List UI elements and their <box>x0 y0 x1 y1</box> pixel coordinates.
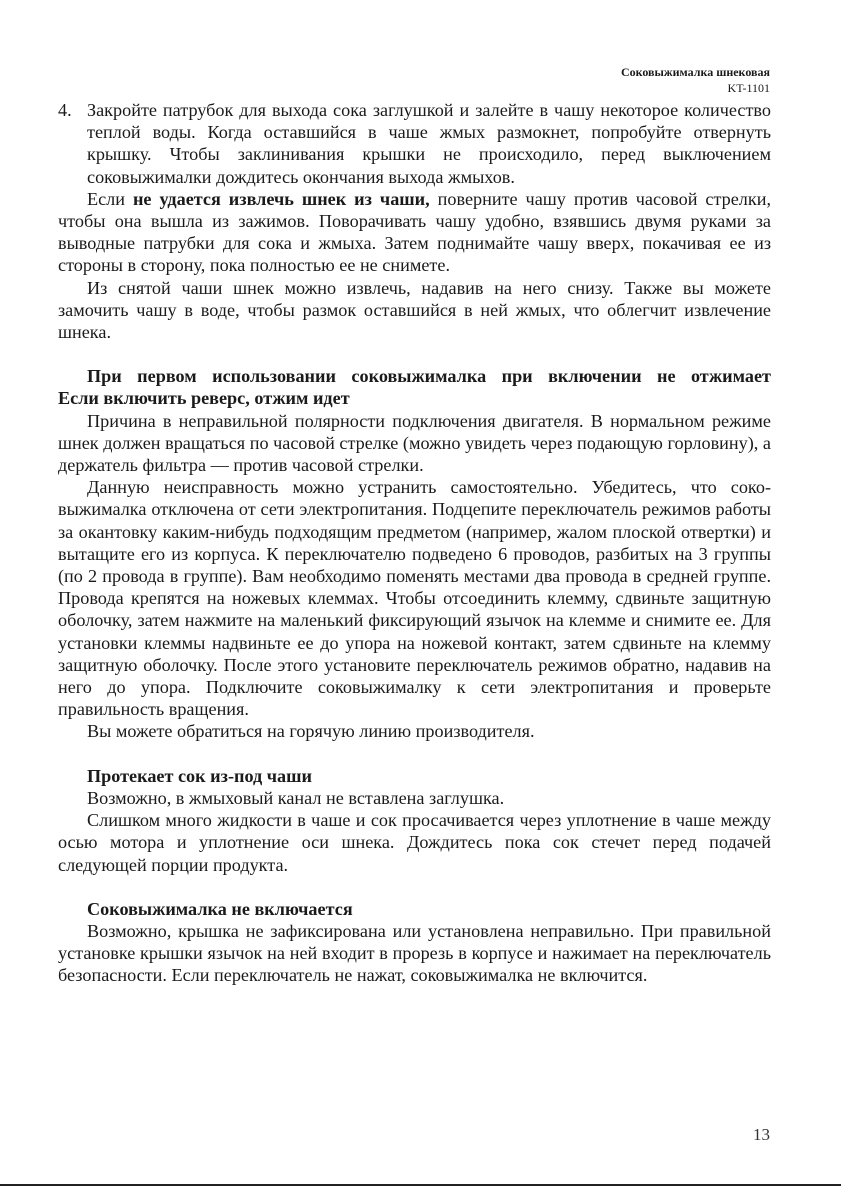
paragraph: Вы можете обратиться на горячую линию производителя. <box>87 721 535 742</box>
list-item-number: 4. <box>58 100 72 120</box>
list-item <box>58 99 771 188</box>
section-heading: Протекает сок из-под чаши <box>87 765 312 786</box>
spacer <box>58 743 771 765</box>
paragraph: Возможно, крышка не зафиксирована или установлена неправильно. При правильной установке крышки язычок на ней входит в прорезь в корпусе и нажимает на переключатель безопасности. Если переключатель не нажат, соковыжималка не включится. <box>58 920 771 986</box>
header-title: Соковыжималка шнековая <box>620 65 770 79</box>
spacer <box>58 876 771 898</box>
paragraph: Данную неисправность можно устранить самостоятельно. Убедитесь, что соковыжималка отключена от сети электропитания. Подцепите переключатель режимов работы за окантовку каким-нибудь подходящим предметом (например, жалом плоской отвертки) и вытащите его из корпуса. К переключателю подведено 6 проводов, разбитых на 3 группы (по 2 провода в группе). Вам необходимо поменять местами два провода в средней группе. Провода крепятся на ножевых клеммах. Чтобы отсоединить клемму, сдвиньте защитную оболочку, затем нажмите на маленький фиксирующий язычок на клемме и снимите ее. Для установки клеммы надвиньте ее до упора на ножевой контакт, затем сдвиньте на клемму защитную оболочку. После этого установите переключатель режимов обратно, надавив на него до упора. Подключите соковыжималку к сети электропитания и проверьте правильность вращения. <box>58 477 771 720</box>
page-number: 13 <box>753 1125 770 1144</box>
section-heading: Соковыжималка не включается <box>87 898 353 919</box>
paragraph-text: Если <box>87 188 133 209</box>
paragraph <box>58 188 771 277</box>
paragraph-text: поверните чашу против часовой стрелки, чтобы она вышла из зажимов. Поворачивать чашу удобно, взявшись двумя руками за выводные патрубки для сока и жмыха. Затем поднимайте чашу вверх, покачивая ее из стороны в сторону, пока полностью ее не снимете. <box>58 188 771 276</box>
paragraph: Слишком много жидкости в чаше и сок просачивается через уплотнение в чаше между осью мотора и уплотнение оси шнека. Дождитесь пока сок стечет перед подачей следующей порции продукта. <box>58 810 771 875</box>
paragraph: Из снятой чаши шнек можно извлечь, надавив на него снизу. Также вы можете замочить чашу в воде, чтобы размок оставшийся в ней жмых, что облегчит извлечение шнека. <box>58 277 771 343</box>
section-heading: Если включить реверс, отжим идет <box>58 388 350 409</box>
list-item-text: Закройте патрубок для выхода сока заглушкой и залейте в чашу некоторое количество теплой воды. Когда оставшийся в чаше жмых размокнет, попробуйте отвернуть крышку. Чтобы заклинивания крышки не происходило, перед выключением соковыжималки дождитесь окончания выхода жмыхов. <box>87 100 771 187</box>
page-header <box>621 64 770 96</box>
document-body <box>58 99 771 987</box>
emphasis-text: не удается извлечь шнек из чаши, <box>132 188 430 209</box>
paragraph: Причина в неправильной полярности подключения двигателя. В нормальном режиме шнек должен вращаться по часовой стрелке (можно увидеть через подающую горловину), а держатель фильтра — против часовой стрелки. <box>58 410 771 476</box>
paragraph: Возможно, в жмыховый канал не вставлена заглушка. <box>87 787 505 808</box>
section-heading: При первом использовании соковыжималка при включении не отжимает <box>87 366 771 387</box>
header-model: KT-1101 <box>727 81 770 95</box>
spacer <box>58 343 771 365</box>
